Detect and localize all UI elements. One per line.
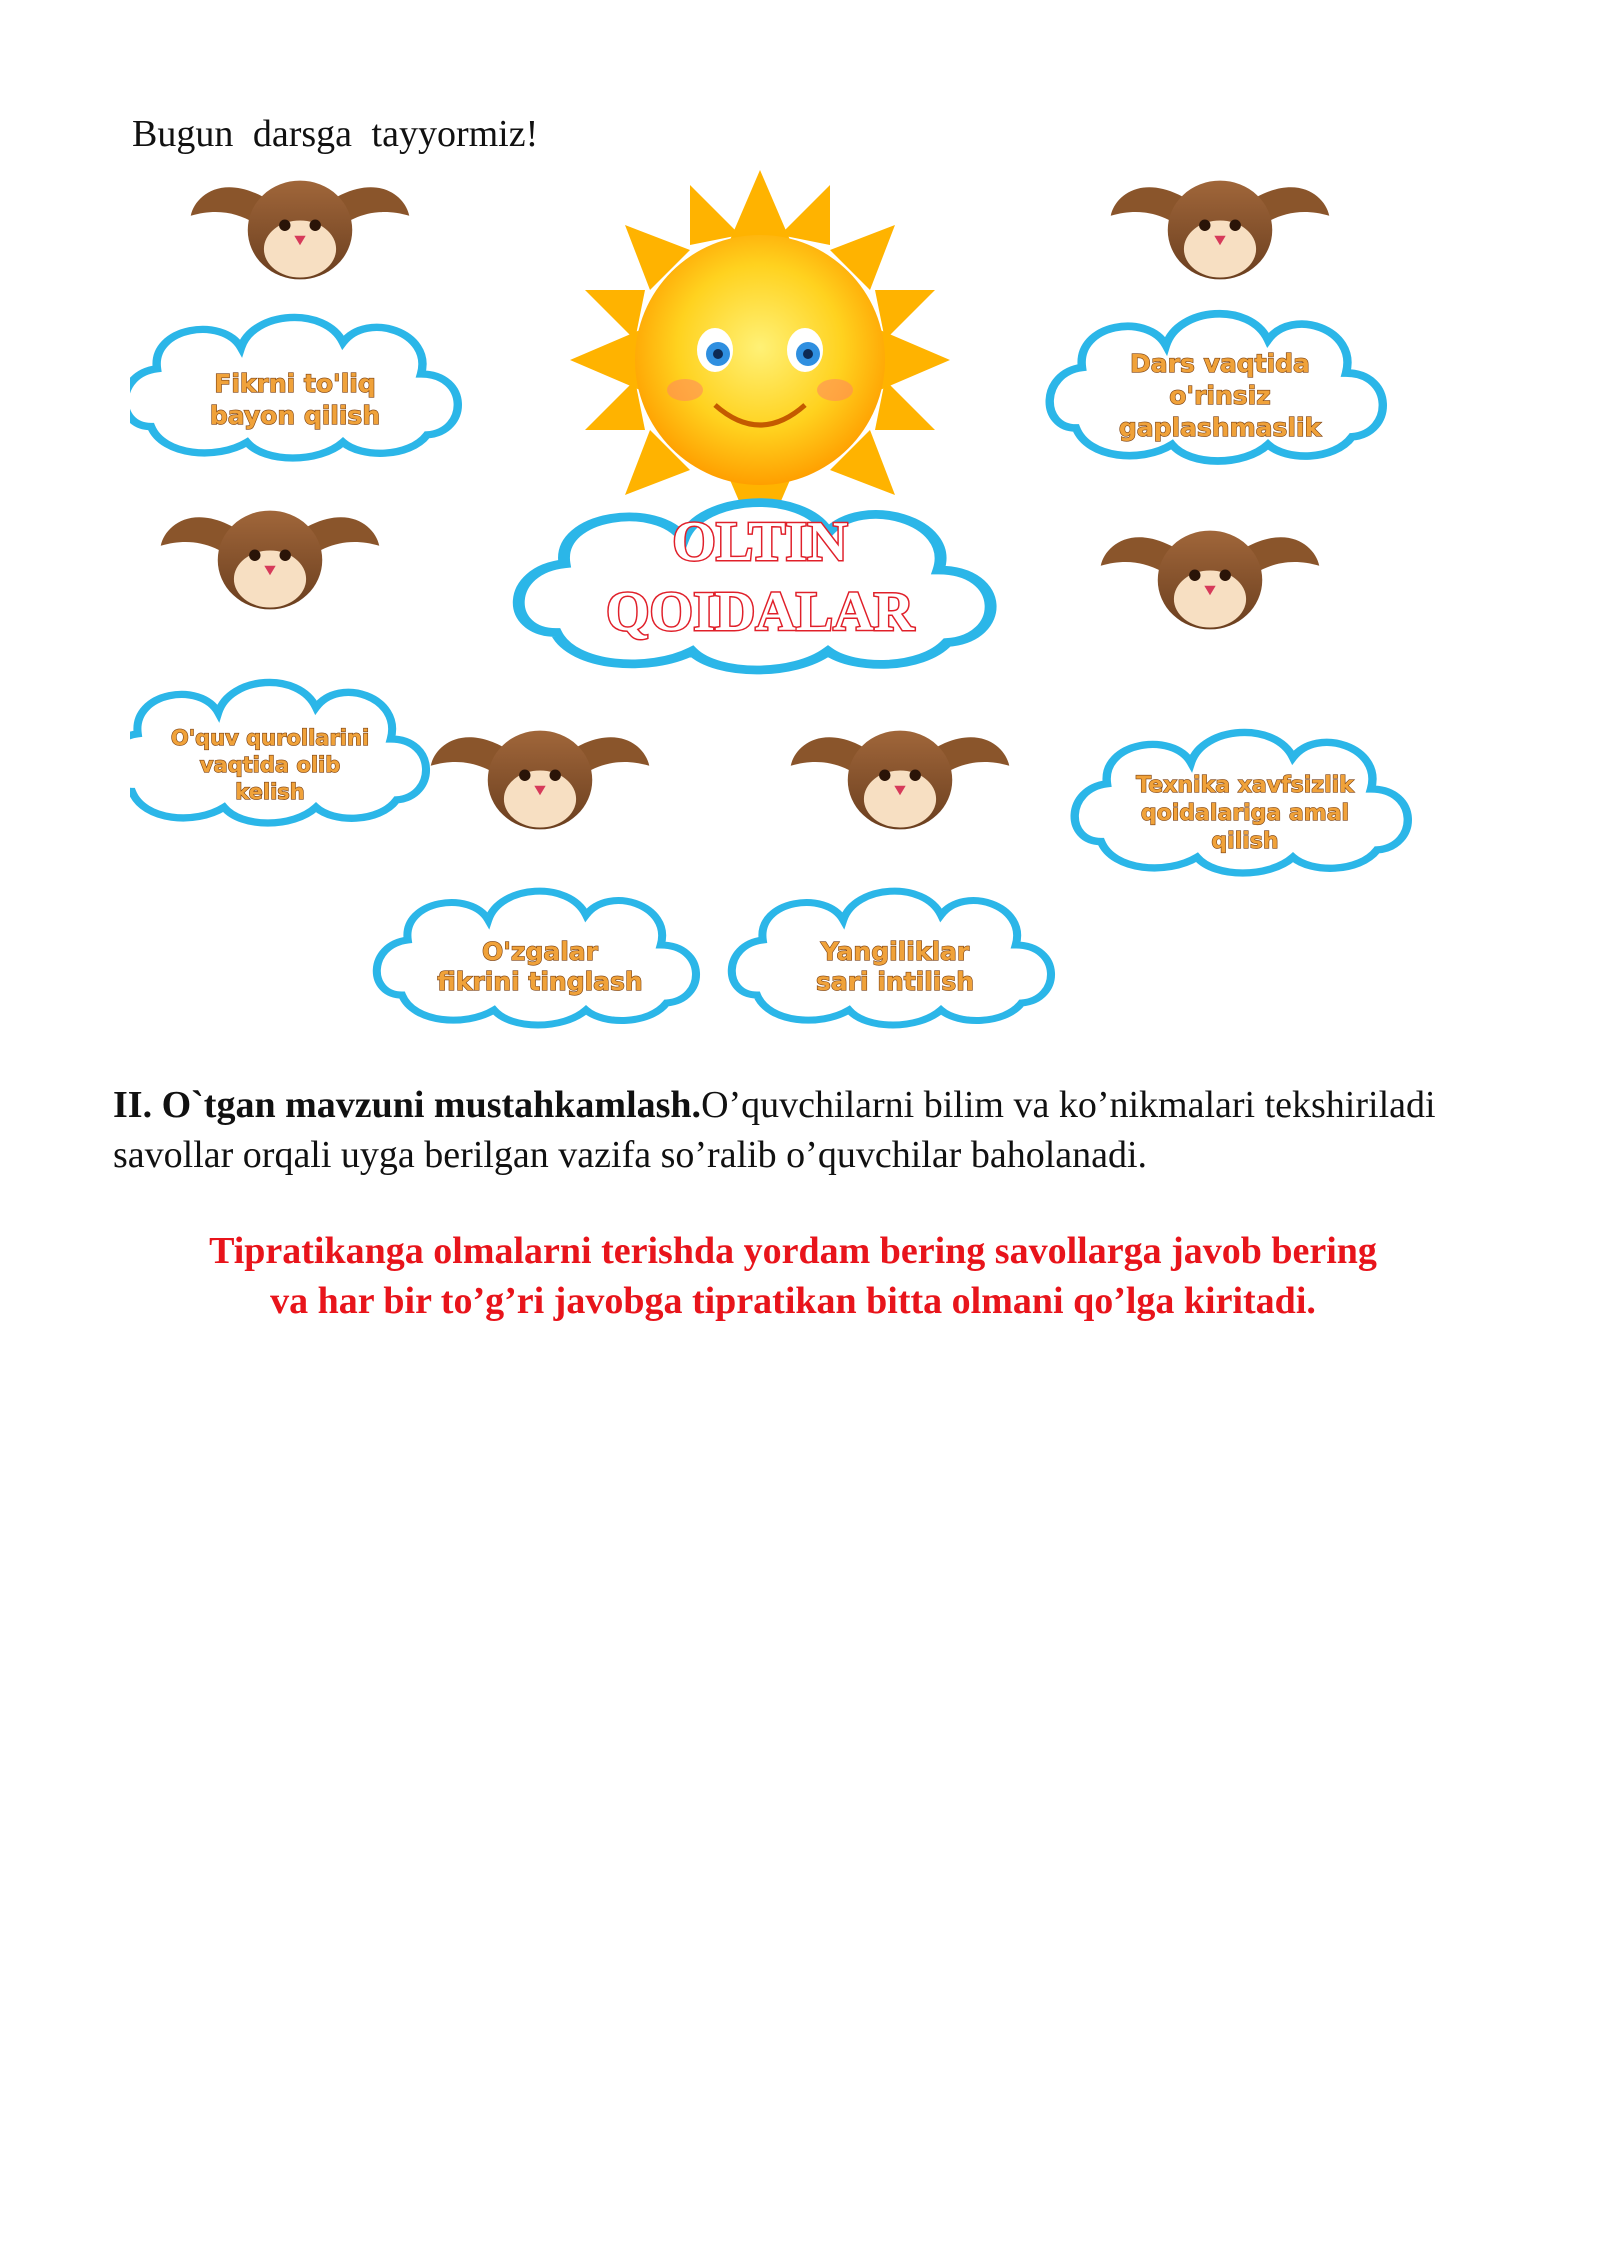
section-paragraph — [113, 1080, 1453, 1180]
bird-illustration — [1111, 181, 1330, 280]
rule-4-line-3: qilish — [1211, 829, 1279, 854]
rule-3-line-2: vaqtida olib — [199, 753, 341, 777]
rule-4-line-1: Texnika xavfsizlik — [1136, 773, 1354, 798]
rule-1-line-2: bayon qilish — [209, 401, 381, 430]
poster-title-line1: OLTIN — [672, 511, 848, 573]
rule-6-line-2: sari intilish — [815, 967, 975, 996]
task-line-1: Tipratikanga olmalarni terishda yordam bering savollarga javob bering — [209, 1230, 1377, 1272]
sun-illustration — [570, 170, 950, 550]
rule-2-line-3: gaplashmaslik — [1118, 413, 1322, 442]
bird-illustration — [1101, 531, 1320, 630]
bird-illustration — [191, 181, 410, 280]
rule-3-line-3: kelish — [235, 780, 305, 804]
rule-6-line-1: Yangiliklar — [820, 937, 970, 966]
rule-5-line-1: O'zgalar — [482, 937, 598, 966]
rule-4-line-2: qoidalariga amal — [1140, 801, 1350, 826]
bird-illustration — [161, 511, 380, 610]
task-line-2: va har bir to’g’ri javobga tipratikan bitta olmani qo’lga kiritadi. — [270, 1280, 1316, 1322]
section-heading: II. O`tgan mavzuni mustahkamlash. — [113, 1084, 702, 1126]
rule-2-line-1: Dars vaqtida — [1130, 349, 1310, 378]
task-instruction — [113, 1226, 1473, 1326]
bird-illustration — [431, 731, 650, 830]
rule-5-line-2: fikrini tinglash — [437, 967, 643, 996]
poster-title-line2: QOIDALAR — [605, 581, 915, 643]
intro-text: Bugun darsga tayyormiz! — [132, 113, 539, 155]
section-body: O’quvchilarni bilim va ko’nikmalari tekshiriladi savollar orqali uyga berilgan vazifa so’ralib o’quvchilar baholanadi. — [113, 1084, 1436, 1176]
golden-rules-poster — [130, 160, 1430, 1060]
rule-1-line-1: Fikrni to'liq — [214, 369, 376, 398]
rule-2-line-2: o'rinsiz — [1169, 381, 1271, 410]
bird-illustration — [791, 731, 1010, 830]
rule-3-line-1: O'quv qurollarini — [170, 726, 370, 750]
